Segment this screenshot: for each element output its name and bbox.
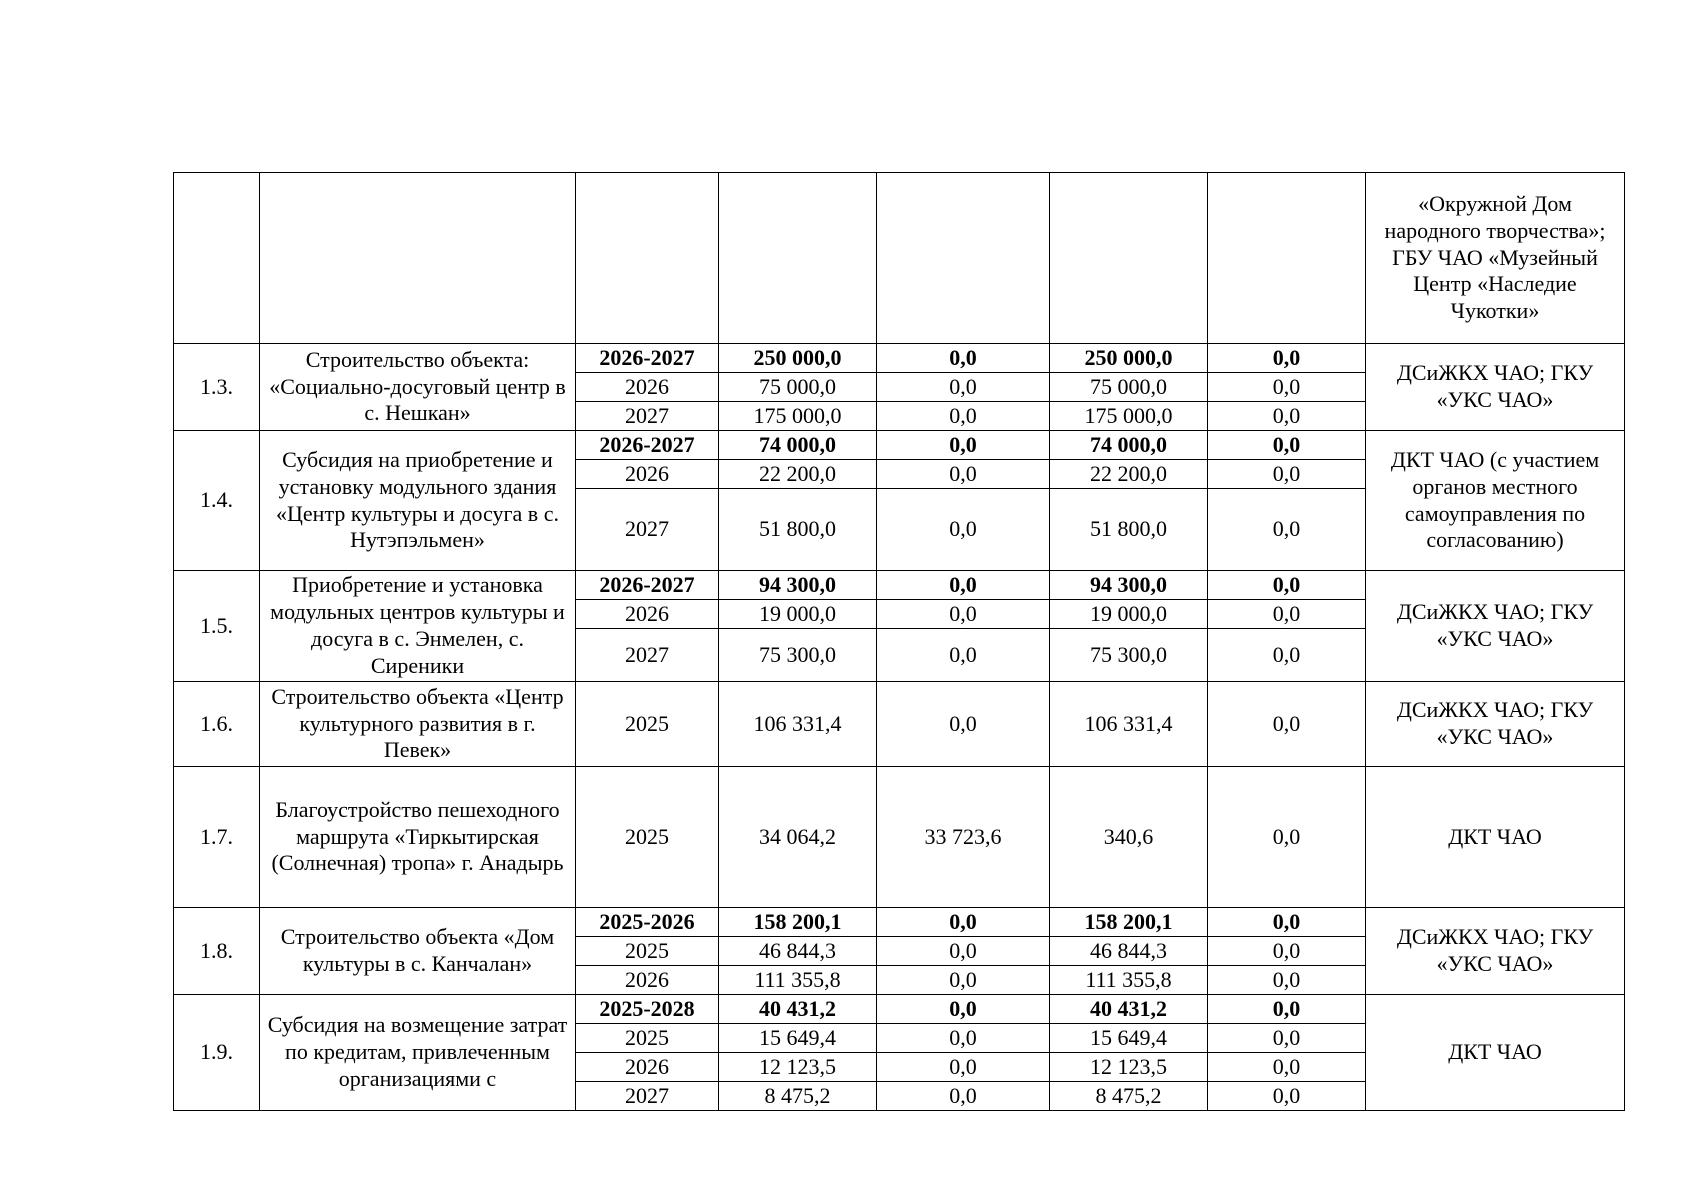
executor-cell: ДКТ ЧАО (с участием органов местного самоуправления по согласованию) — [1366, 431, 1625, 571]
cell-empty — [1208, 173, 1366, 344]
period-cell: 2027 — [576, 402, 719, 431]
federal-budget-cell: 0,0 — [877, 431, 1050, 460]
period-cell: 2026 — [576, 1053, 719, 1082]
other-sources-cell: 0,0 — [1208, 908, 1366, 937]
table-row — [174, 571, 1625, 600]
item-name-cell: Субсидия на приобретение и установку модульного здания «Центр культуры и досуга в с. Нутэпэльмен» — [260, 431, 576, 571]
table-row — [174, 431, 1625, 460]
item-number-cell: 1.3. — [174, 344, 260, 431]
other-sources-cell: 0,0 — [1208, 373, 1366, 402]
federal-budget-cell: 0,0 — [877, 600, 1050, 629]
other-sources-cell: 0,0 — [1208, 1082, 1366, 1111]
federal-budget-cell: 0,0 — [877, 908, 1050, 937]
regional-budget-cell: 51 800,0 — [1050, 489, 1208, 571]
federal-budget-cell: 0,0 — [877, 460, 1050, 489]
period-cell: 2025-2028 — [576, 995, 719, 1024]
cell-empty — [877, 173, 1050, 344]
total-amount-cell: 250 000,0 — [719, 344, 877, 373]
regional-budget-cell: 12 123,5 — [1050, 1053, 1208, 1082]
other-sources-cell: 0,0 — [1208, 460, 1366, 489]
other-sources-cell: 0,0 — [1208, 966, 1366, 995]
executor-cell: ДКТ ЧАО — [1366, 767, 1625, 908]
total-amount-cell: 51 800,0 — [719, 489, 877, 571]
federal-budget-cell: 0,0 — [877, 629, 1050, 682]
item-number-cell: 1.9. — [174, 995, 260, 1111]
regional-budget-cell: 106 331,4 — [1050, 682, 1208, 767]
regional-budget-cell: 40 431,2 — [1050, 995, 1208, 1024]
continuation-row — [174, 173, 1625, 344]
period-cell: 2027 — [576, 629, 719, 682]
period-cell: 2025 — [576, 937, 719, 966]
period-cell: 2025-2026 — [576, 908, 719, 937]
period-cell: 2026 — [576, 966, 719, 995]
total-amount-cell: 22 200,0 — [719, 460, 877, 489]
total-amount-cell: 12 123,5 — [719, 1053, 877, 1082]
item-name-cell: Строительство объекта «Центр культурного развития в г. Певек» — [260, 682, 576, 767]
other-sources-cell: 0,0 — [1208, 937, 1366, 966]
regional-budget-cell: 15 649,4 — [1050, 1024, 1208, 1053]
table-row — [174, 767, 1625, 908]
regional-budget-cell: 250 000,0 — [1050, 344, 1208, 373]
regional-budget-cell: 175 000,0 — [1050, 402, 1208, 431]
table-row — [174, 908, 1625, 937]
federal-budget-cell: 0,0 — [877, 682, 1050, 767]
executor-cell: ДСиЖКХ ЧАО; ГКУ «УКС ЧАО» — [1366, 344, 1625, 431]
cell-empty — [1050, 173, 1208, 344]
federal-budget-cell: 0,0 — [877, 1082, 1050, 1111]
period-cell: 2027 — [576, 489, 719, 571]
regional-budget-cell: 111 355,8 — [1050, 966, 1208, 995]
period-cell: 2026-2027 — [576, 344, 719, 373]
item-name-cell: Приобретение и установка модульных центров культуры и досуга в с. Энмелен, с. Сиреники — [260, 571, 576, 682]
federal-budget-cell: 0,0 — [877, 995, 1050, 1024]
total-amount-cell: 75 300,0 — [719, 629, 877, 682]
period-cell: 2026-2027 — [576, 571, 719, 600]
federal-budget-cell: 0,0 — [877, 966, 1050, 995]
cell-empty — [576, 173, 719, 344]
regional-budget-cell: 94 300,0 — [1050, 571, 1208, 600]
item-number-cell: 1.8. — [174, 908, 260, 995]
other-sources-cell: 0,0 — [1208, 995, 1366, 1024]
other-sources-cell: 0,0 — [1208, 431, 1366, 460]
other-sources-cell: 0,0 — [1208, 629, 1366, 682]
program-measures-table — [173, 172, 1625, 1111]
period-cell: 2027 — [576, 1082, 719, 1111]
total-amount-cell: 75 000,0 — [719, 373, 877, 402]
regional-budget-cell: 22 200,0 — [1050, 460, 1208, 489]
period-cell: 2026 — [576, 373, 719, 402]
executor-cell: ДСиЖКХ ЧАО; ГКУ «УКС ЧАО» — [1366, 571, 1625, 682]
item-name-cell: Строительство объекта «Дом культуры в с. Канчалан» — [260, 908, 576, 995]
federal-budget-cell: 0,0 — [877, 402, 1050, 431]
executor-cell: ДСиЖКХ ЧАО; ГКУ «УКС ЧАО» — [1366, 682, 1625, 767]
other-sources-cell: 0,0 — [1208, 344, 1366, 373]
executor-cell: «Окружной Дом народного творчества»; ГБУ ЧАО «Музейный Центр «Наследие Чукотки» — [1366, 173, 1625, 344]
federal-budget-cell: 0,0 — [877, 1024, 1050, 1053]
federal-budget-cell: 0,0 — [877, 937, 1050, 966]
total-amount-cell: 111 355,8 — [719, 966, 877, 995]
other-sources-cell: 0,0 — [1208, 1024, 1366, 1053]
executor-cell: ДСиЖКХ ЧАО; ГКУ «УКС ЧАО» — [1366, 908, 1625, 995]
executor-cell: ДКТ ЧАО — [1366, 995, 1625, 1111]
total-amount-cell: 19 000,0 — [719, 600, 877, 629]
item-number-cell: 1.7. — [174, 767, 260, 908]
regional-budget-cell: 75 300,0 — [1050, 629, 1208, 682]
item-number-cell: 1.6. — [174, 682, 260, 767]
regional-budget-cell: 19 000,0 — [1050, 600, 1208, 629]
federal-budget-cell: 0,0 — [877, 1053, 1050, 1082]
item-name-cell: Строительство объекта: «Социально-досуговый центр в с. Нешкан» — [260, 344, 576, 431]
item-name-cell: Субсидия на возмещение затрат по кредитам, привлеченным организациями с — [260, 995, 576, 1111]
cell-empty — [719, 173, 877, 344]
total-amount-cell: 34 064,2 — [719, 767, 877, 908]
period-cell: 2026 — [576, 600, 719, 629]
federal-budget-cell: 0,0 — [877, 373, 1050, 402]
federal-budget-cell: 33 723,6 — [877, 767, 1050, 908]
table-row — [174, 344, 1625, 373]
other-sources-cell: 0,0 — [1208, 682, 1366, 767]
regional-budget-cell: 158 200,1 — [1050, 908, 1208, 937]
other-sources-cell: 0,0 — [1208, 600, 1366, 629]
regional-budget-cell: 8 475,2 — [1050, 1082, 1208, 1111]
regional-budget-cell: 74 000,0 — [1050, 431, 1208, 460]
item-number-cell: 1.5. — [174, 571, 260, 682]
table-row — [174, 995, 1625, 1024]
total-amount-cell: 175 000,0 — [719, 402, 877, 431]
regional-budget-cell: 75 000,0 — [1050, 373, 1208, 402]
other-sources-cell: 0,0 — [1208, 1053, 1366, 1082]
total-amount-cell: 74 000,0 — [719, 431, 877, 460]
table-row — [174, 682, 1625, 767]
period-cell: 2025 — [576, 767, 719, 908]
other-sources-cell: 0,0 — [1208, 767, 1366, 908]
total-amount-cell: 8 475,2 — [719, 1082, 877, 1111]
regional-budget-cell: 340,6 — [1050, 767, 1208, 908]
federal-budget-cell: 0,0 — [877, 489, 1050, 571]
cell-empty — [260, 173, 576, 344]
total-amount-cell: 15 649,4 — [719, 1024, 877, 1053]
other-sources-cell: 0,0 — [1208, 571, 1366, 600]
period-cell: 2026-2027 — [576, 431, 719, 460]
federal-budget-cell: 0,0 — [877, 571, 1050, 600]
period-cell: 2025 — [576, 1024, 719, 1053]
total-amount-cell: 158 200,1 — [719, 908, 877, 937]
total-amount-cell: 40 431,2 — [719, 995, 877, 1024]
period-cell: 2025 — [576, 682, 719, 767]
federal-budget-cell: 0,0 — [877, 344, 1050, 373]
other-sources-cell: 0,0 — [1208, 402, 1366, 431]
period-cell: 2026 — [576, 460, 719, 489]
total-amount-cell: 106 331,4 — [719, 682, 877, 767]
item-name-cell: Благоустройство пешеходного маршрута «Тиркытирская (Солнечная) тропа» г. Анадырь — [260, 767, 576, 908]
total-amount-cell: 94 300,0 — [719, 571, 877, 600]
item-number-cell: 1.4. — [174, 431, 260, 571]
regional-budget-cell: 46 844,3 — [1050, 937, 1208, 966]
cell-empty — [174, 173, 260, 344]
table-body — [174, 173, 1625, 1111]
total-amount-cell: 46 844,3 — [719, 937, 877, 966]
other-sources-cell: 0,0 — [1208, 489, 1366, 571]
